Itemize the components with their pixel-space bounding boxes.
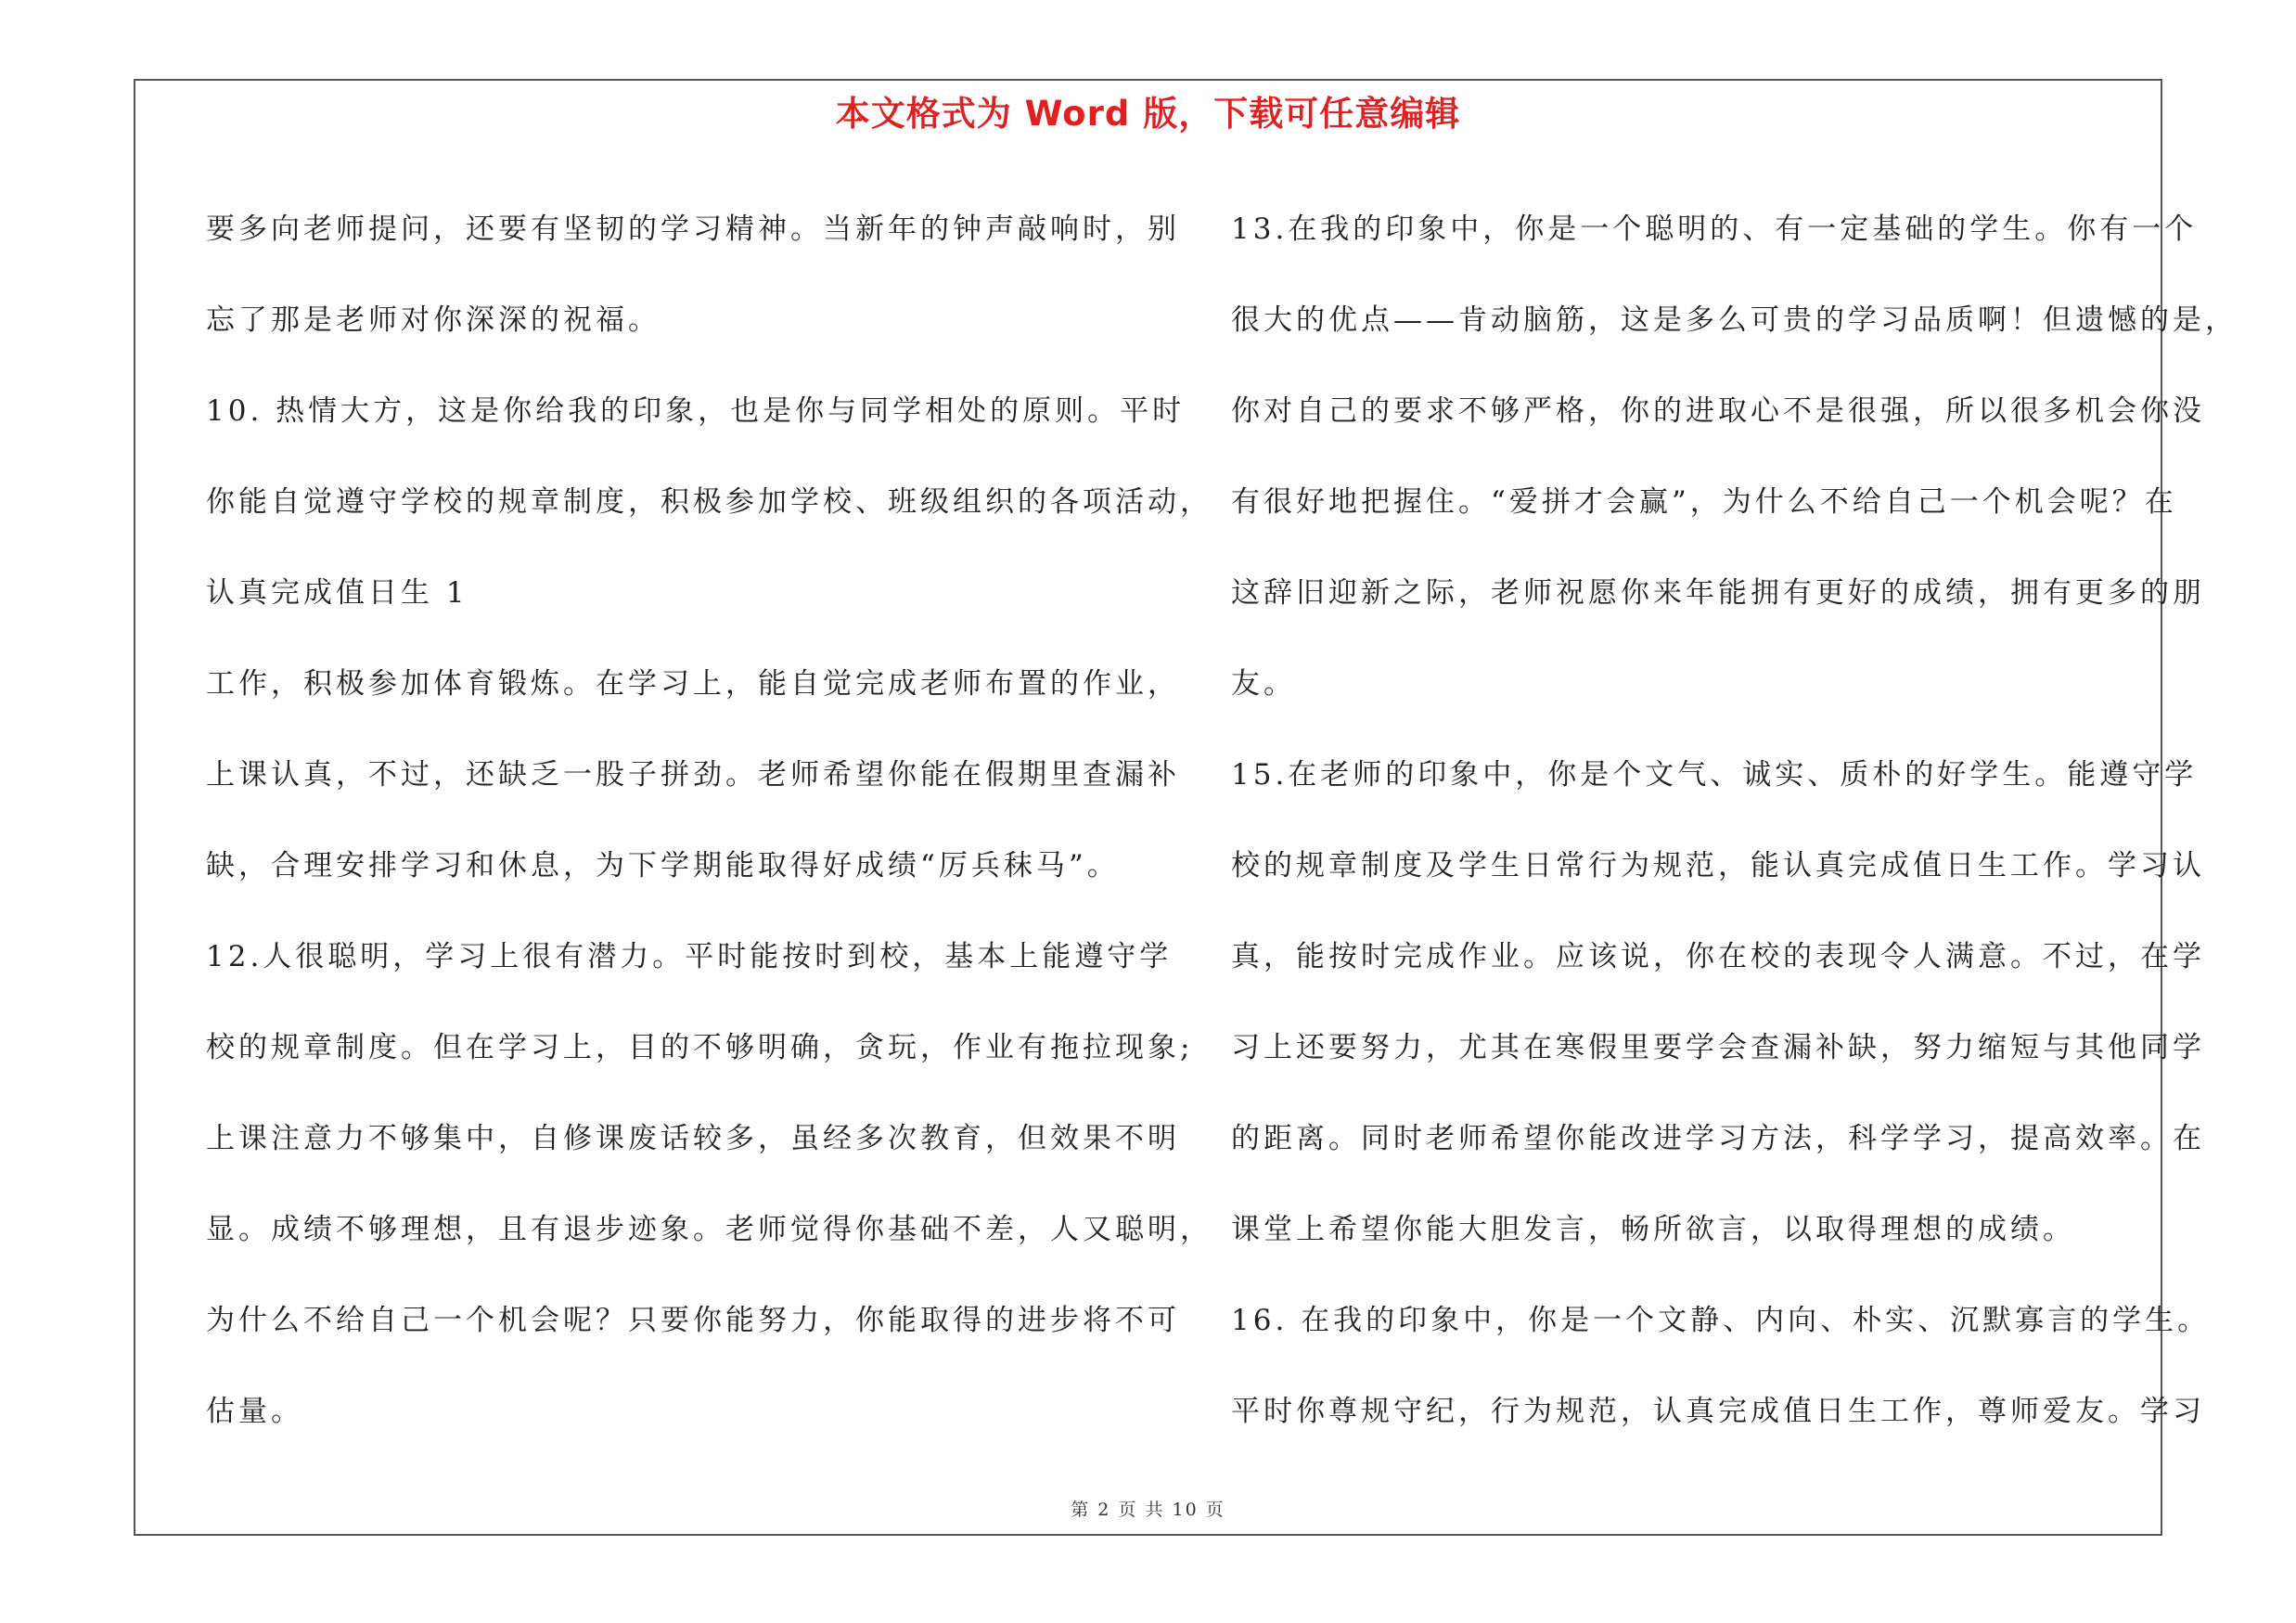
text-line: 的距离。同时老师希望你能改进学习方法，科学学习，提高效率。在 bbox=[1231, 1122, 2205, 1155]
text-line: 13.在我的印象中，你是一个聪明的、有一定基础的学生。你有一个 bbox=[1231, 213, 2198, 246]
text-line: 真，能按时完成作业。应该说，你在校的表现令人满意。不过，在学 bbox=[1231, 940, 2205, 973]
text-line: 你能自觉遵守学校的规章制度，积极参加学校、班级组织的各项活动， bbox=[206, 485, 1212, 519]
text-line: 上课认真，不过，还缺乏一股子拼劲。老师希望你能在假期里查漏补 bbox=[206, 758, 1180, 792]
left-text-column bbox=[206, 184, 1212, 1457]
text-line: 这辞旧迎新之际，老师祝愿你来年能拥有更好的成绩，拥有更多的朋 bbox=[1231, 576, 2205, 610]
text-line: 你对自己的要求不够严格，你的进取心不是很强，所以很多机会你没 bbox=[1231, 394, 2205, 428]
text-line: 有很好地把握住。“爱拼才会赢”，为什么不给自己一个机会呢？在 bbox=[1231, 485, 2177, 519]
right-text-column bbox=[1231, 184, 2238, 1457]
text-line: 校的规章制度及学生日常行为规范，能认真完成值日生工作。学习认 bbox=[1231, 849, 2205, 882]
text-line: 很大的优点——肯动脑筋，这是多么可贵的学习品质啊！但遗憾的是， bbox=[1231, 303, 2238, 337]
document-header-title: 本文格式为 Word 版，下载可任意编辑 bbox=[835, 94, 1461, 134]
text-line: 为什么不给自己一个机会呢？只要你能努力，你能取得的进步将不可 bbox=[206, 1304, 1180, 1337]
text-line: 上课注意力不够集中，自修课废话较多，虽经多次教育，但效果不明 bbox=[206, 1122, 1180, 1155]
text-line: 16. 在我的印象中，你是一个文静、内向、朴实、沉默寡言的学生。 bbox=[1231, 1304, 2211, 1337]
text-line: 课堂上希望你能大胆发言，畅所欲言，以取得理想的成绩。 bbox=[1231, 1213, 2075, 1246]
text-line: 忘了那是老师对你深深的祝福。 bbox=[206, 303, 661, 337]
text-line: 校的规章制度。但在学习上，目的不够明确，贪玩，作业有拖拉现象; bbox=[206, 1031, 1194, 1064]
text-line: 显。成绩不够理想，且有退步迹象。老师觉得你基础不差，人又聪明， bbox=[206, 1213, 1212, 1246]
text-line: 12.人很聪明，学习上很有潜力。平时能按时到校，基本上能遵守学 bbox=[206, 940, 1173, 973]
text-line: 缺，合理安排学习和休息，为下学期能取得好成绩“厉兵秣马”。 bbox=[206, 849, 1120, 882]
text-line: 10. 热情大方，这是你给我的印象，也是你与同学相处的原则。平时 bbox=[206, 394, 1186, 428]
text-line: 工作，积极参加体育锻炼。在学习上，能自觉完成老师布置的作业， bbox=[206, 667, 1180, 701]
text-line: 15.在老师的印象中，你是个文气、诚实、质朴的好学生。能遵守学 bbox=[1231, 758, 2198, 792]
text-line: 友。 bbox=[1231, 667, 1296, 701]
text-line: 平时你尊规守纪，行为规范，认真完成值日生工作，尊师爱友。学习 bbox=[1231, 1395, 2205, 1428]
text-line: 估量。 bbox=[206, 1395, 303, 1428]
text-line: 习上还要努力，尤其在寒假里要学会查漏补缺，努力缩短与其他同学 bbox=[1231, 1031, 2205, 1064]
text-line: 认真完成值日生 1 bbox=[206, 576, 468, 610]
page-number-footer: 第 2 页 共 10 页 bbox=[1071, 1500, 1225, 1520]
text-line: 要多向老师提问，还要有坚韧的学习精神。当新年的钟声敲响时，别 bbox=[206, 213, 1180, 246]
